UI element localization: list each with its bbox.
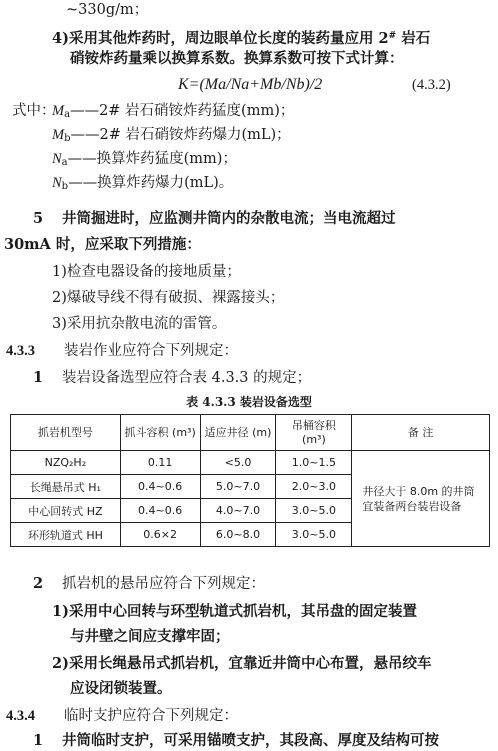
text-line: ~330g/m； [66,2,149,18]
text-segment: 岩石 [396,30,431,47]
list-item: 2)爆破导线不得有破损、裸露接头； [52,290,285,306]
superscript: # [388,31,397,41]
equipment-table [10,414,490,547]
formula: K=(Ma/Na+Mb/Nb)/2 [178,76,323,93]
clause-number: 5 [33,210,44,227]
definition-line [52,101,294,125]
symbol: N [52,151,62,167]
symbol: N [52,175,62,191]
definition-line [52,125,291,149]
section-title: 装岩作业应符合下列规定： [64,343,238,359]
table-cell: 0.4~0.6 [120,499,200,523]
table-cell: 环形轨道式 HH [11,523,121,547]
definition-text: ——2# 岩石硝铵炸药猛度(mm)； [70,103,295,119]
clause-number: 2 [33,575,44,592]
clause-number: 1 [33,732,44,749]
definition-text: ——2# 岩石硝铵炸药爆力(mL)； [70,127,291,143]
clause-number: 1 [33,369,44,386]
list-item: 2)采用长绳悬吊式抓岩机，宜靠近井筒中心布置，悬吊绞车 [52,655,432,672]
definition-line [52,173,233,197]
definition-line [52,149,237,173]
list-item: 1)检查电器设备的接地质量； [52,264,241,280]
table-cell: 0.4~0.6 [120,475,200,499]
table-header-cell: 抓斗容积 (m³) [120,415,200,451]
clause-text: 井筒掘进时，应监测井筒内的杂散电流；当电流超过 [62,210,396,227]
clause-text: 装岩设备选型应符合表 4.3.3 的规定； [62,370,312,386]
table-cell: <5.0 [200,451,276,475]
table-cell: 2.0~3.0 [276,475,352,499]
table-row [11,451,490,475]
table-cell: 6.0~8.0 [200,523,276,547]
symbol-subscript: b [61,181,69,192]
table-cell: 3.0~5.0 [276,499,352,523]
clause-text: 30mA 时，应采取下列措施： [4,236,201,253]
table-header-cell: 适应井径 (m) [200,415,276,451]
symbol-subscript: b [64,133,71,144]
list-item: 与井壁之间应支撑牢固； [70,628,230,645]
list-item: 1)采用中心回转与环型轨道式抓岩机，其吊盘的固定装置 [52,603,417,620]
table-header-cell: 吊桶容积 (m³) [276,415,352,451]
table-note-cell: 井径大于 8.0m 的井筒宜装备两台装岩设备 [352,451,490,547]
table-cell: 0.11 [120,451,200,475]
table-cell: NZQ₂H₂ [11,451,121,475]
table-header-row [11,415,490,451]
text-segment: 4)采用其他炸药时，周边眼单位长度的装药量应用 2 [52,30,389,47]
text-line [52,26,430,49]
table-cell: 长绳悬吊式 H₁ [11,475,121,499]
definition-text: ——换算炸药猛度(mm)； [67,151,237,167]
table-cell: 3.0~5.0 [276,523,352,547]
section-number: 4.3.3 [6,343,35,359]
section-title: 临时支护应符合下列规定： [64,708,238,724]
symbol-subscript: a [61,157,68,168]
definition-text: ——换算炸药爆力(mL)。 [68,175,234,191]
list-item: 3)采用抗杂散电流的雷管。 [52,316,227,332]
table-cell: 1.0~1.5 [276,451,352,475]
formula-number: (4.3.2) [412,77,451,93]
table-cell: 中心回转式 HZ [11,499,121,523]
definition-label: 式中： [12,103,56,119]
table-cell: 4.0~7.0 [200,499,276,523]
list-item: 应设闭锁装置。 [70,680,172,697]
symbol: M [52,103,65,119]
table-header-cell: 备 注 [352,415,490,451]
table-cell: 0.6×2 [120,523,200,547]
table-caption: 表 4.3.3 装岩设备选型 [186,395,312,409]
symbol: M [52,127,65,143]
clause-text: 井筒临时支护，可采用锚喷支护，其段高、厚度及结构可按 [62,732,439,749]
table-header-cell: 抓岩机型号 [11,415,121,451]
table-cell: 5.0~7.0 [200,475,276,499]
symbol-subscript: a [64,109,71,120]
section-number: 4.3.4 [6,708,35,724]
clause-text: 抓岩机的悬吊应符合下列规定： [62,576,265,592]
text-line: 硝铵炸药量乘以换算系数。换算系数可按下式计算： [70,50,404,67]
